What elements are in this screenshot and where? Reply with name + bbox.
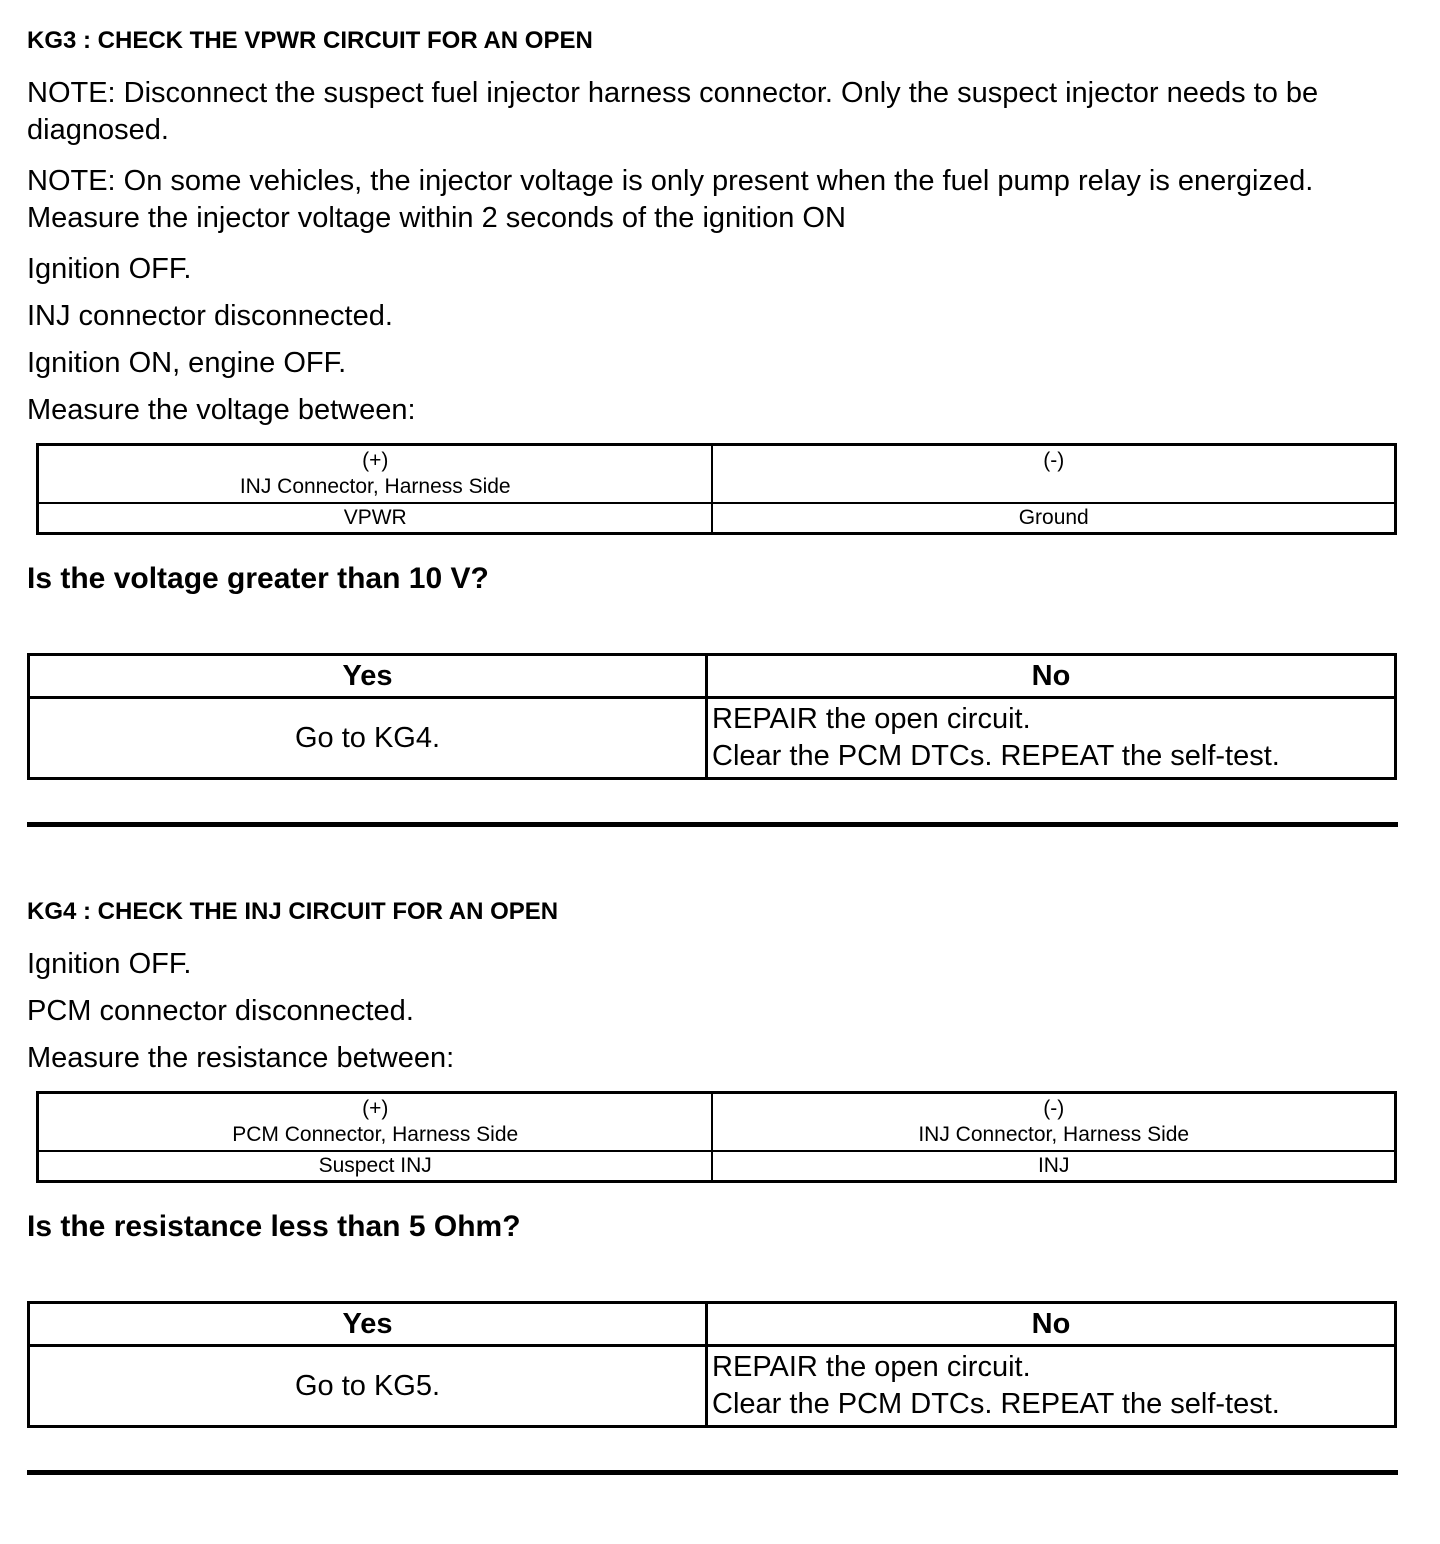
no-action-line: REPAIR the open circuit.: [712, 703, 1031, 735]
negative-value: Ground: [712, 503, 1395, 534]
decision-table-kg3: [27, 653, 1397, 780]
decision-action-row: [29, 698, 1396, 779]
positive-value: Suspect INJ: [38, 1151, 713, 1182]
measurement-value-row: [38, 1151, 1396, 1182]
negative-sign: (-): [1043, 1097, 1065, 1120]
note-paragraph: NOTE: On some vehicles, the injector voltage is only present when the fuel pump relay is energized. Measure the injector voltage within 2 seconds of the ignition ON: [27, 165, 1314, 234]
positive-label: PCM Connector, Harness Side: [232, 1123, 519, 1146]
no-header: No: [707, 1303, 1396, 1346]
decision-header-row: [29, 655, 1396, 698]
step-paragraph: Ignition OFF.: [27, 253, 192, 285]
note-paragraph: NOTE: Disconnect the suspect fuel injector harness connector. Only the suspect injector needs to be diagnosed.: [27, 77, 1319, 146]
no-action: [707, 1346, 1396, 1427]
measurement-header-row: [38, 445, 1396, 504]
section-heading: KG4 : CHECK THE INJ CIRCUIT FOR AN OPEN: [27, 898, 559, 925]
decision-header-row: [29, 1303, 1396, 1346]
step-paragraph: INJ connector disconnected.: [27, 300, 393, 332]
measurement-table-kg3: [36, 443, 1397, 535]
yes-header: Yes: [29, 655, 707, 698]
positive-header-cell: [38, 445, 713, 504]
positive-sign: (+): [362, 449, 389, 472]
section-heading: KG3 : CHECK THE VPWR CIRCUIT FOR AN OPEN: [27, 27, 593, 54]
positive-value: VPWR: [38, 503, 713, 534]
section-divider: [27, 822, 1398, 827]
decision-action-row: [29, 1346, 1396, 1427]
positive-sign: (+): [362, 1097, 389, 1120]
no-action-line: Clear the PCM DTCs. REPEAT the self-test.: [712, 740, 1280, 772]
no-header: No: [707, 655, 1396, 698]
negative-label: [717, 474, 1390, 500]
negative-header-cell: [712, 1093, 1395, 1152]
measurement-table-kg4: [36, 1091, 1397, 1183]
measure-lead: Measure the voltage between:: [27, 394, 416, 426]
step-paragraph: Ignition OFF.: [27, 948, 192, 980]
step-paragraph: PCM connector disconnected.: [27, 995, 414, 1027]
negative-sign: (-): [1043, 449, 1065, 472]
step-paragraph: Ignition ON, engine OFF.: [27, 347, 347, 379]
decision-question: Is the voltage greater than 10 V?: [27, 562, 489, 595]
no-action: [707, 698, 1396, 779]
no-action-line: REPAIR the open circuit.: [712, 1351, 1031, 1383]
yes-action: Go to KG5.: [29, 1346, 707, 1427]
negative-header-cell: [712, 445, 1395, 504]
section-kg3: [27, 26, 1398, 827]
yes-header: Yes: [29, 1303, 707, 1346]
measurement-value-row: [38, 503, 1396, 534]
negative-value: INJ: [712, 1151, 1395, 1182]
decision-table-kg4: [27, 1301, 1397, 1428]
negative-label: INJ Connector, Harness Side: [918, 1123, 1190, 1146]
positive-label: INJ Connector, Harness Side: [239, 475, 511, 498]
no-action-line: Clear the PCM DTCs. REPEAT the self-test.: [712, 1388, 1280, 1420]
measure-lead: Measure the resistance between:: [27, 1042, 455, 1074]
section-divider: [27, 1470, 1398, 1475]
measurement-header-row: [38, 1093, 1396, 1152]
positive-header-cell: [38, 1093, 713, 1152]
section-kg4: [27, 897, 1398, 1475]
decision-question: Is the resistance less than 5 Ohm?: [27, 1210, 521, 1243]
yes-action: Go to KG4.: [29, 698, 707, 779]
